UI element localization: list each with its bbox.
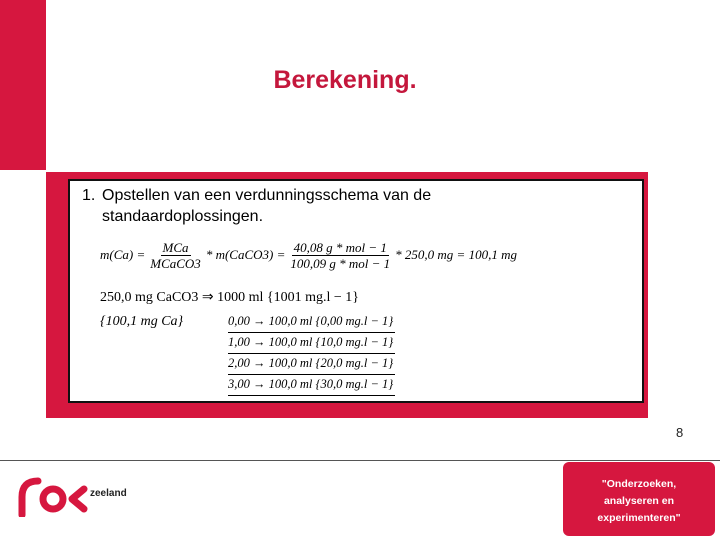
fraction-numerator: MCa: [162, 239, 189, 255]
fraction-denominator: MCaCO3: [150, 255, 201, 271]
stock-solution-line: 250,0 mg CaCO3 ⇒ 1000 ml {1001 mg.l − 1}: [100, 290, 360, 305]
fraction-numerator: 40,08 g * mol − 1: [293, 239, 387, 255]
formula-result: * 250,0 mg = 100,1 mg: [395, 247, 517, 262]
tagline-line: analyseren en: [603, 495, 675, 507]
fraction-molar-mass: [288, 240, 392, 271]
page-number: 8: [676, 425, 684, 440]
dilution-scheme: [228, 312, 395, 396]
logo-text: zeeland: [90, 488, 127, 499]
content-box: [68, 179, 644, 403]
dilution-row: 0,00 → 100,0 ml {0,00 mg.l − 1}: [228, 312, 395, 333]
list-item-text: Opstellen van een verdunningsschema van de standaardoplossingen.: [102, 187, 432, 225]
dilution-row: 3,00 → 100,0 ml {30,0 mg.l − 1}: [228, 375, 395, 396]
molar-ratio-formula: [100, 237, 517, 273]
roc-logo: [18, 475, 88, 517]
dilution-row: 1,00 → 100,0 ml {10,0 mg.l − 1}: [228, 333, 395, 354]
fraction-denominator: 100,09 g * mol − 1: [290, 255, 391, 271]
formula-lhs: m(Ca) =: [100, 247, 146, 262]
footer-divider: [0, 460, 720, 461]
tagline-box: [563, 462, 715, 536]
list-item-number: 1.: [82, 187, 96, 204]
accent-bar: [0, 0, 46, 170]
tagline-line: experimenteren": [597, 512, 681, 524]
list-item: [82, 185, 542, 227]
fraction-mass-ratio: [148, 240, 203, 271]
dilution-row: 2,00 → 100,0 ml {20,0 mg.l − 1}: [228, 354, 395, 375]
tagline-line: "Onderzoeken,: [601, 478, 677, 490]
calcium-mass-line: {100,1 mg Ca}: [100, 314, 184, 329]
formula-multiplier: * m(CaCO3) =: [205, 247, 286, 262]
slide-title: Berekening.: [273, 66, 417, 94]
